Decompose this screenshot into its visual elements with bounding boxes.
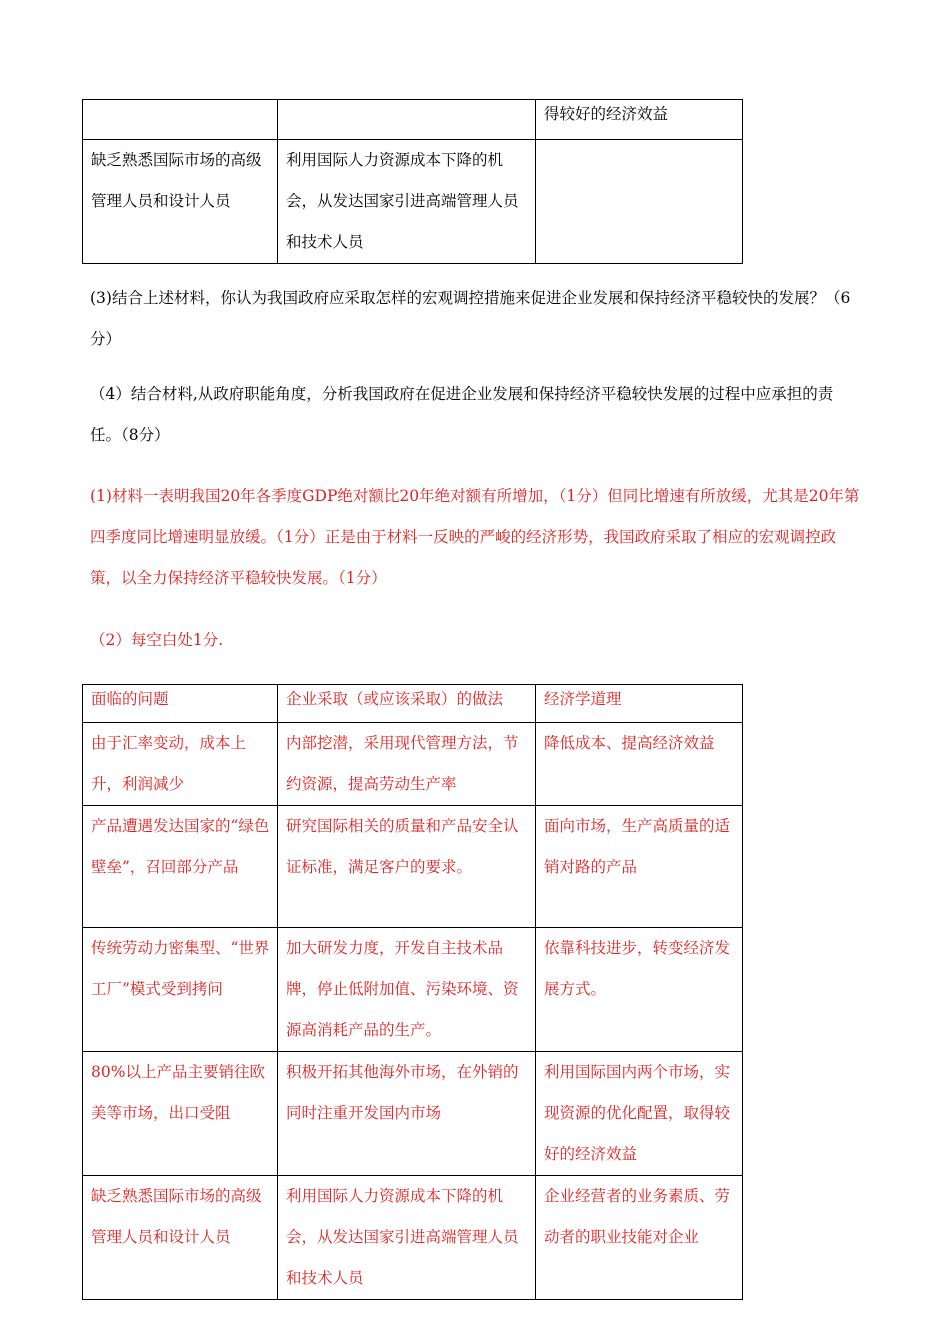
table-cell: 传统劳动力密集型、“世界工厂”模式受到拷问 — [83, 928, 278, 1052]
table-cell: 面向市场，生产高质量的适销对路的产品 — [536, 806, 743, 928]
table-row — [83, 806, 743, 928]
answer-1: (1)材料一表明我国20年各季度GDP绝对额比20年绝对额有所增加，（1分）但同比增速有所放缓，尤其是20年第四季度同比增速明显放缓。（1分）正是由于材料一反映的严峻的经济形势，我国政府采取了相应的宏观调控政策，以全力保持经济平稳较快发展。（1分） — [90, 487, 860, 587]
table-cell: 利用国际国内两个市场，实现资源的优化配置，取得较好的经济效益 — [536, 1052, 743, 1176]
table-cell: 利用国际人力资源成本下降的机会，从发达国家引进高端管理人员和技术人员 — [278, 140, 536, 264]
table-cell: 积极开拓其他海外市场，在外销的同时注重开发国内市场 — [278, 1052, 536, 1176]
table-cell: 得较好的经济效益 — [536, 100, 743, 140]
question-3: (3)结合上述材料，你认为我国政府应采取怎样的宏观调控措施来促进企业发展和保持经济平稳较快的发展？（6分） — [90, 289, 851, 348]
table-header-row — [83, 685, 743, 723]
table-row — [83, 723, 743, 806]
top-table — [82, 99, 743, 264]
table-cell: 企业经营者的业务素质、劳动者的职业技能对企业 — [536, 1176, 743, 1300]
table-row — [83, 100, 743, 140]
table-header-cell: 企业采取（或应该采取）的做法 — [278, 685, 536, 723]
answer-table — [82, 684, 743, 1300]
table-cell: 研究国际相关的质量和产品安全认证标准，满足客户的要求。 — [278, 806, 536, 928]
table-row — [83, 928, 743, 1052]
table-cell: 内部挖潜，采用现代管理方法，节约资源，提高劳动生产率 — [278, 723, 536, 806]
table-header-cell: 面临的问题 — [83, 685, 278, 723]
table-header-cell: 经济学道理 — [536, 685, 743, 723]
table-cell — [278, 100, 536, 140]
table-cell: 加大研发力度，开发自主技术品牌，停止低附加值、污染环境、资源高消耗产品的生产。 — [278, 928, 536, 1052]
table-row — [83, 1052, 743, 1176]
answer-2-label: （2）每空白处1分. — [90, 631, 224, 649]
table-cell: 依靠科技进步，转变经济发展方式。 — [536, 928, 743, 1052]
table-cell: 由于汇率变动，成本上升，利润减少 — [83, 723, 278, 806]
table-cell: 产品遭遇发达国家的“绿色壁垒”，召回部分产品 — [83, 806, 278, 928]
table-cell: 缺乏熟悉国际市场的高级管理人员和设计人员 — [83, 1176, 278, 1300]
table-cell: 缺乏熟悉国际市场的高级管理人员和设计人员 — [83, 140, 278, 264]
table-cell: 利用国际人力资源成本下降的机会，从发达国家引进高端管理人员和技术人员 — [278, 1176, 536, 1300]
table-cell: 降低成本、提高经济效益 — [536, 723, 743, 806]
table-cell: 80%以上产品主要销往欧美等市场，出口受阻 — [83, 1052, 278, 1176]
table-cell — [536, 140, 743, 264]
table-row — [83, 140, 743, 264]
table-row — [83, 1176, 743, 1300]
table-cell — [83, 100, 278, 140]
question-4: （4）结合材料,从政府职能角度，分析我国政府在促进企业发展和保持经济平稳较快发展的过程中应承担的责任。（8分） — [90, 385, 834, 444]
